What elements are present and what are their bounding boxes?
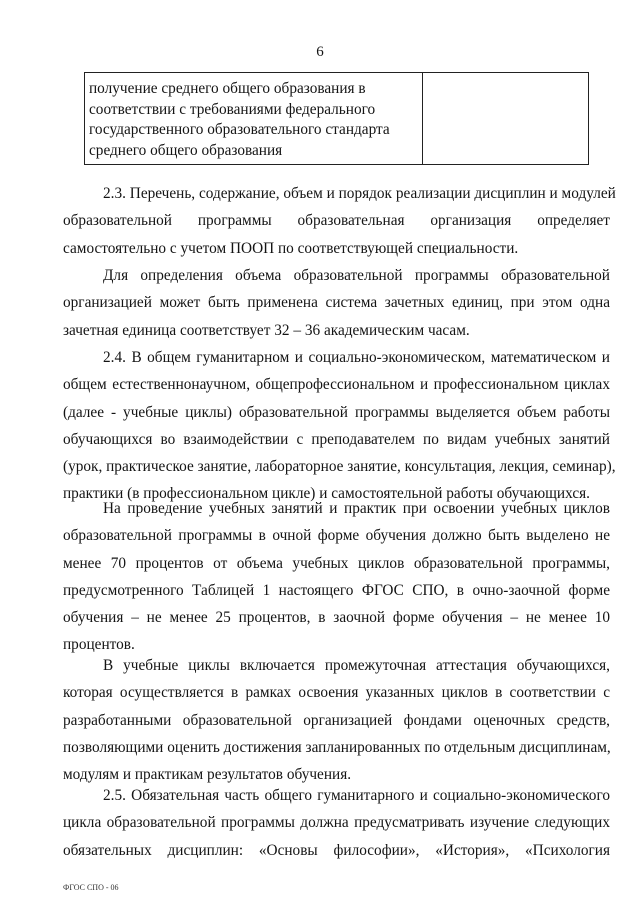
- paragraph-line: самостоятельно с учетом ПООП по соответствующей специальности.: [63, 239, 519, 257]
- paragraph-line: обязательных дисциплин: «Основы философии», «История», «Психология: [63, 841, 610, 859]
- page-number: 6: [316, 44, 324, 60]
- table-column-divider: [422, 73, 423, 164]
- continuation-table: [84, 72, 589, 165]
- paragraph-line: обучения – не менее 25 процентов, в заочной форме обучения – не менее 10: [63, 609, 610, 627]
- paragraph-line: позволяющими оценить достижения запланированных по отдельным дисциплинам,: [63, 738, 611, 756]
- paragraph-line: разработанными образовательной организацией фондами оценочных средств,: [63, 711, 610, 729]
- paragraph-2-5: [63, 782, 610, 864]
- paragraph-line: процентов.: [63, 636, 135, 654]
- paragraph-line: (урок, практическое занятие, лабораторное занятие, консультация, лекция, семинар),: [63, 458, 616, 476]
- paragraph-line: практики (в профессиональном цикле) и самостоятельной работы обучающихся.: [63, 485, 590, 503]
- paragraph-line: образовательной программы в очной форме обучения должно быть выделено не: [63, 527, 610, 545]
- table-cell-line: получение среднего общего образования в: [89, 80, 366, 97]
- table-cell-text: [89, 79, 419, 161]
- paragraph-line: организацией может быть применена система зачетных единиц, при этом одна: [63, 294, 610, 312]
- paragraph-line: образовательной программы образовательная организация определяет: [63, 212, 610, 230]
- paragraph-line: Для определения объема образовательной программы образовательной: [103, 267, 610, 284]
- paragraph-credit-units: [63, 262, 610, 344]
- paragraph-line: обучающихся во взаимодействии с преподавателем по видам учебных занятий: [63, 430, 610, 448]
- paragraph-line: модулям и практикам результатов обучения.: [63, 766, 352, 784]
- paragraph-line: зачетная единица соответствует 32 – 36 академическим часам.: [63, 321, 470, 339]
- paragraph-line: 2.4. В общем гуманитарном и социально-экономическом, математическом и: [103, 349, 610, 366]
- paragraph-line: На проведение учебных занятий и практик при освоении учебных циклов: [103, 500, 610, 517]
- paragraph-line: предусмотренного Таблицей 1 настоящего ФГОС СПО, в очно-заочной форме: [63, 581, 610, 599]
- paragraph-line: общем естественнонаучном, общепрофессиональном и профессиональном циклах: [63, 376, 610, 394]
- paragraph-line: которая осуществляется в рамках освоения указанных циклов в соответствии с: [63, 684, 610, 702]
- table-cell-line: государственного образовательного стандарта: [89, 121, 390, 139]
- page-footer: ФГОС СПО - 06: [63, 883, 119, 892]
- paragraph-training-hours: [63, 495, 610, 659]
- paragraph-line: (далее - учебные циклы) образовательной программы выделяется объем работы: [63, 403, 610, 421]
- paragraph-line: цикла образовательной программы должна предусматривать изучение следующих: [63, 814, 610, 832]
- paragraph-line: 2.3. Перечень, содержание, объем и порядок реализации дисциплин и модулей: [103, 185, 616, 202]
- table-cell-line: соответствии с требованиями федерального: [89, 100, 376, 118]
- paragraph-attestation: [63, 652, 610, 788]
- paragraph-2-4: [63, 344, 616, 508]
- paragraph-line: В учебные циклы включается промежуточная аттестация обучающихся,: [103, 657, 610, 674]
- paragraph-2-3: [63, 180, 616, 262]
- paragraph-line: менее 70 процентов от объема учебных циклов образовательной программы,: [63, 554, 610, 572]
- paragraph-line: 2.5. Обязательная часть общего гуманитарного и социально-экономического: [103, 787, 610, 804]
- table-cell-line: среднего общего образования: [89, 141, 283, 159]
